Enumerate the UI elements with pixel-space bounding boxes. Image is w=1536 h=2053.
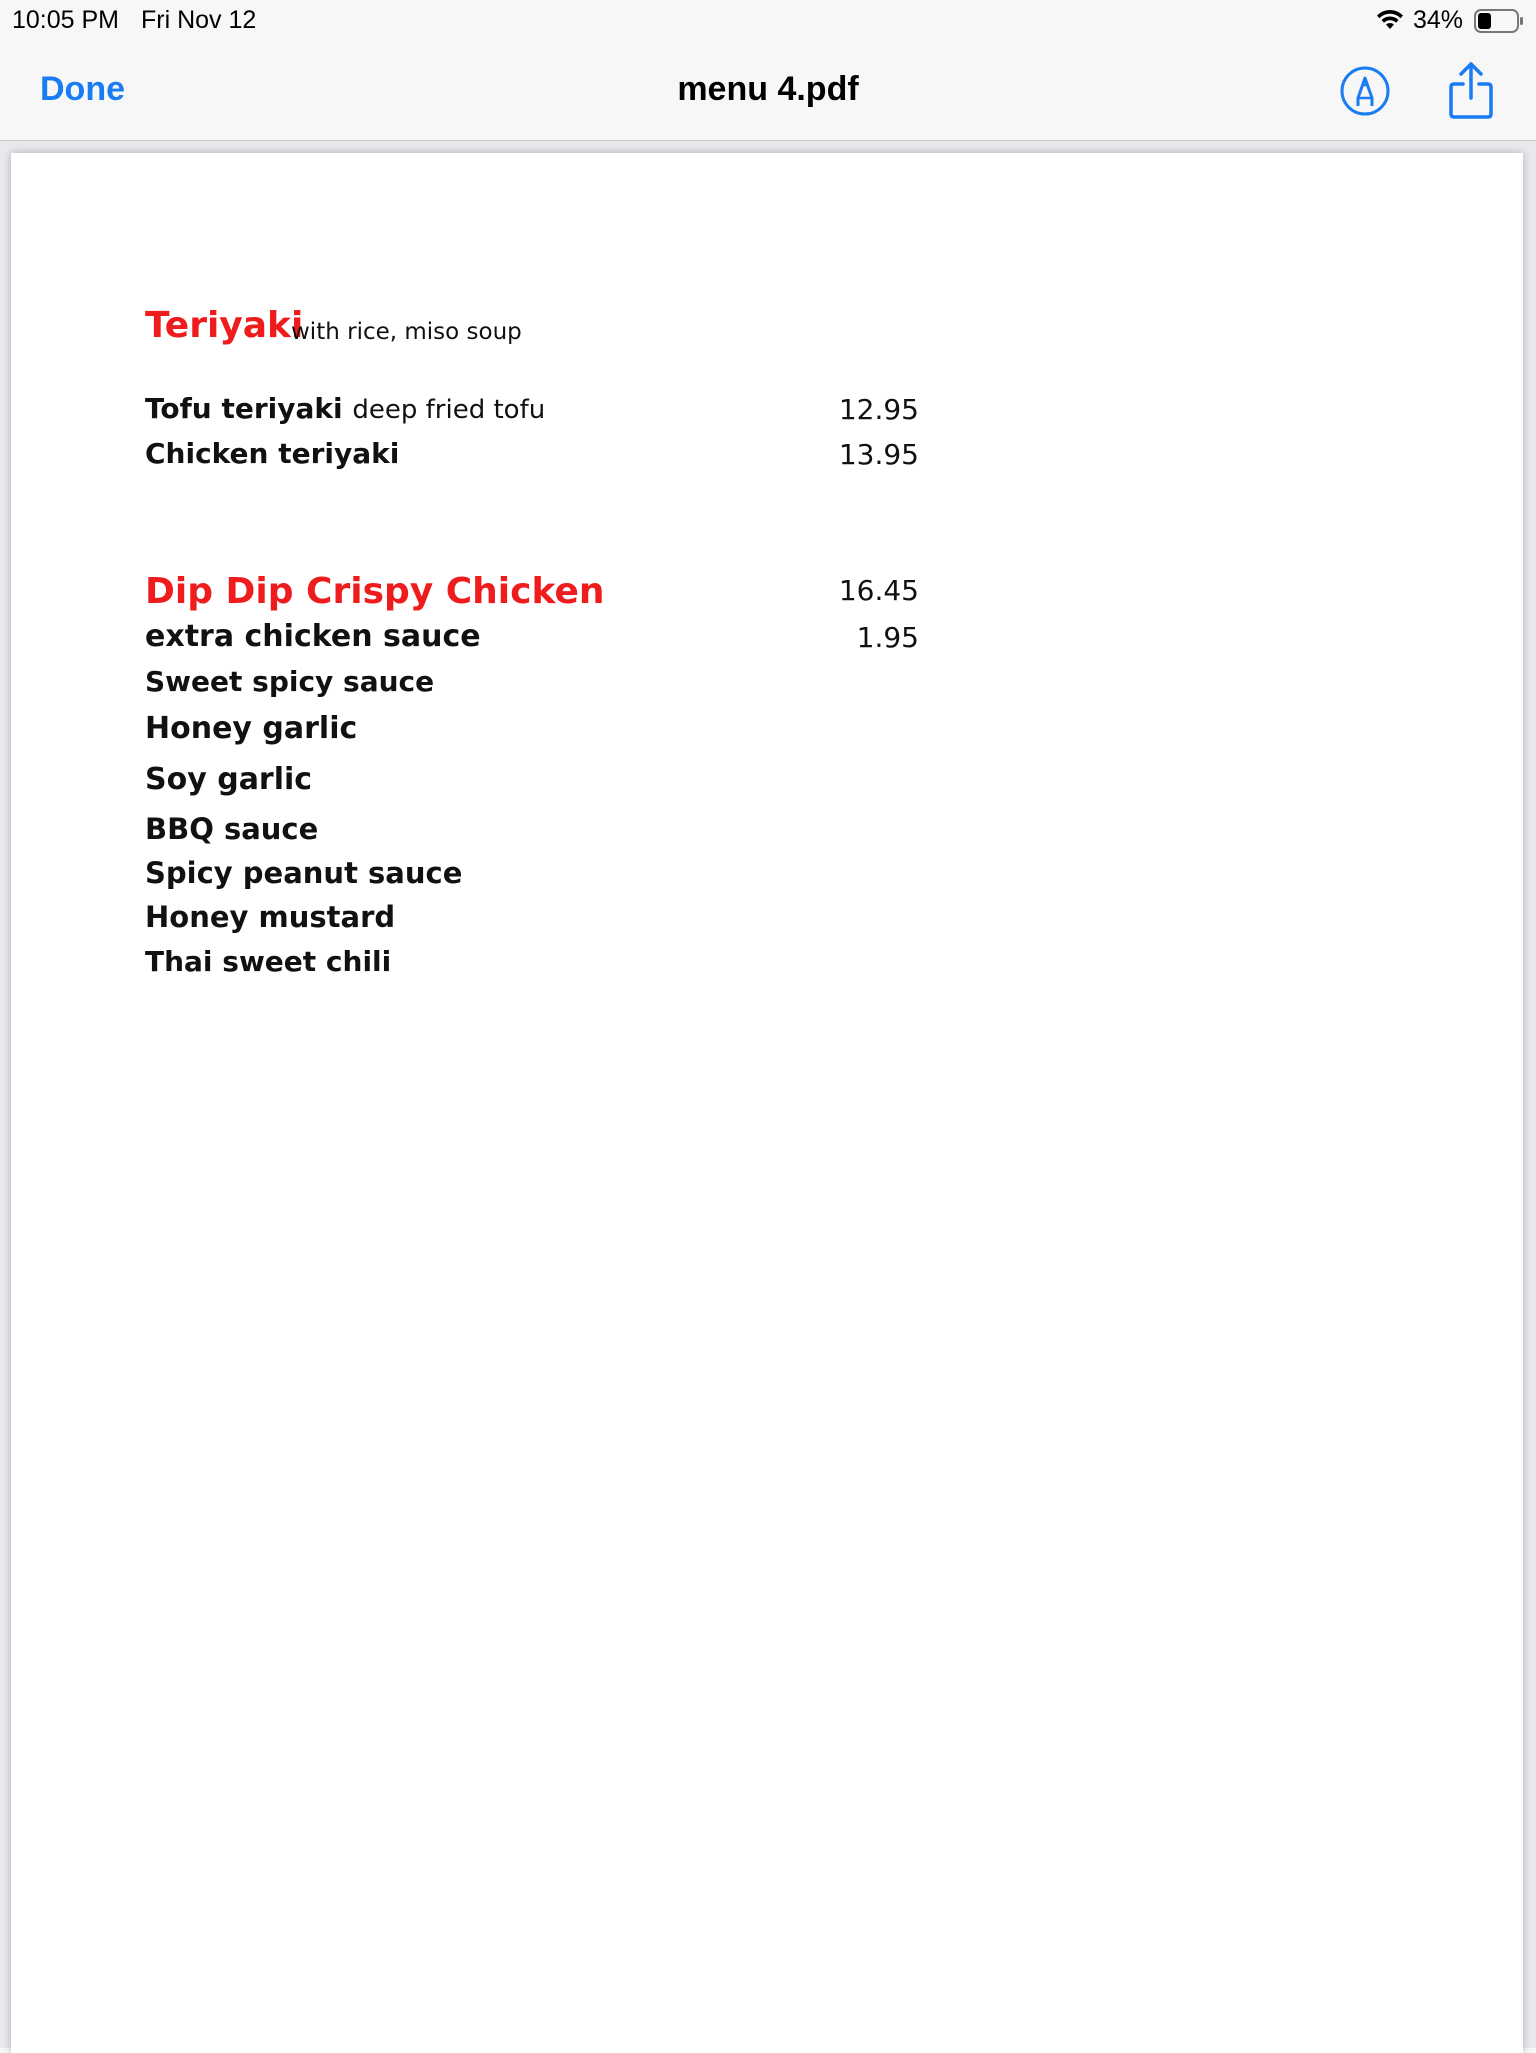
menu-item-price: 16.45 <box>838 574 919 607</box>
battery-icon <box>1474 9 1524 33</box>
pdf-viewer[interactable] <box>0 141 1536 2048</box>
menu-item-desc: deep fried tofu <box>352 395 546 425</box>
sauce-item: Thai sweet chili <box>145 945 392 978</box>
pdf-page <box>11 153 1523 2053</box>
sauce-item: Honey garlic <box>145 711 358 746</box>
status-bar <box>0 0 1536 40</box>
menu-item-name: Chicken teriyaki <box>145 437 400 470</box>
section-subtitle: with rice, miso soup <box>291 319 522 345</box>
section-title-teriyaki <box>145 305 303 346</box>
section-title-crispy-chicken: Dip Dip Crispy Chicken <box>145 571 605 612</box>
menu-item-price: 12.95 <box>838 393 919 426</box>
menu-item-price: 13.95 <box>838 438 919 471</box>
extra-sauce-label: extra chicken sauce <box>145 619 481 654</box>
nav-bar <box>0 40 1536 141</box>
wifi-icon <box>1375 9 1405 31</box>
share-icon[interactable] <box>1448 60 1494 120</box>
sauce-item: Sweet spicy sauce <box>145 665 435 698</box>
menu-item <box>145 437 399 470</box>
battery-level-fill <box>1478 13 1491 29</box>
sauce-item: Spicy peanut sauce <box>145 856 463 890</box>
extra-sauce-price: 1.95 <box>856 621 919 654</box>
menu-item <box>145 392 545 425</box>
battery-percent: 34% <box>1413 6 1464 34</box>
status-time: 10:05 PM <box>12 6 120 34</box>
status-date: Fri Nov 12 <box>141 6 257 34</box>
section-title-text: Teriyaki <box>145 305 304 346</box>
sauce-item: BBQ sauce <box>145 812 319 846</box>
done-button[interactable]: Done <box>40 70 125 108</box>
document-title: menu 4.pdf <box>677 70 859 108</box>
markup-icon[interactable] <box>1338 64 1392 118</box>
menu-item-name: Tofu teriyaki <box>145 392 343 425</box>
sauce-item: Honey mustard <box>145 900 396 934</box>
sauce-item: Soy garlic <box>145 762 313 797</box>
